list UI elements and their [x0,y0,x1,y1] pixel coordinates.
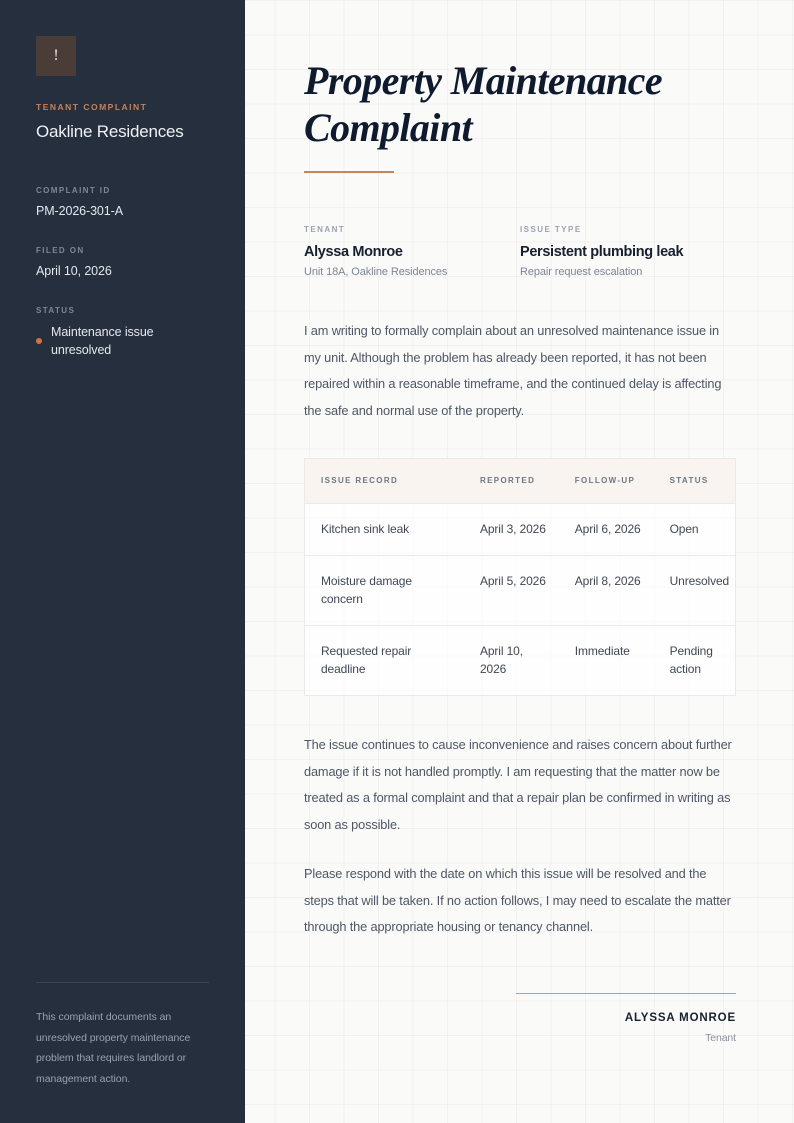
status-dot-icon [36,338,42,344]
column-header-reported: REPORTED [464,459,559,504]
sidebar-field-status [36,306,209,359]
cell-follow-up: April 8, 2026 [559,556,654,626]
table-header-row [305,459,736,504]
complaint-badge [36,36,76,76]
cell-reported: April 5, 2026 [464,556,559,626]
sidebar-field-label: COMPLAINT ID [36,186,111,196]
meta-field-issue-type [520,225,736,278]
sidebar-field-filed-on [36,246,209,280]
sidebar-footnote: This complaint documents an unresolved property maintenance problem that requires landlord or management action. [36,1011,191,1085]
signature-rule [516,993,736,994]
meta-field-sub: Repair request escalation [520,266,643,279]
sidebar-spacer [36,385,209,982]
cell-reported: April 10, 2026 [464,626,559,696]
sidebar-field-label: FILED ON [36,246,85,256]
meta-field-value: Persistent plumbing leak [520,244,684,261]
cell-issue-record: Requested repair deadline [305,626,464,696]
issue-record-table [304,458,736,696]
table-head [305,459,736,504]
meta-field-value: Alyssa Monroe [304,244,403,261]
cell-follow-up: Immediate [559,626,654,696]
exclamation-icon: ! [53,47,59,64]
cell-status: Open [654,504,736,556]
table-row [305,504,736,556]
table-row [305,626,736,696]
sidebar-brand-name: Oakline Residences [36,122,184,141]
cell-status: Pending action [654,626,736,696]
signature-role: Tenant [705,1031,736,1044]
body-paragraph-after-table: The issue continues to cause inconvenience and raises concern about further damage if it is not handled promptly. I am requesting that the matter now be treated as a formal complaint and that a repair plan be confirmed in writing as soon as possible. [304,737,732,832]
intro-paragraph: I am writing to formally complain about an unresolved maintenance issue in my unit. Although the problem has already been reported, it has not been repaired within a reasonable timeframe, and the continued delay is affecting the safe and normal use of the property. [304,323,722,418]
meta-field-label: TENANT [304,225,346,235]
sidebar [0,0,245,1123]
document-body [245,0,794,1123]
cell-issue-record: Moisture damage concern [305,556,464,626]
status-badge [36,323,209,359]
signature-name: ALYSSA MONROE [624,1011,736,1024]
cell-status: Unresolved [654,556,736,626]
column-header-issue-record: ISSUE RECORD [305,459,464,504]
sidebar-eyebrow: TENANT COMPLAINT [36,102,148,112]
table-body [305,504,736,696]
column-header-follow-up: FOLLOW-UP [559,459,654,504]
document-meta-grid [304,225,736,278]
column-header-status: STATUS [654,459,736,504]
cell-follow-up: April 6, 2026 [559,504,654,556]
cell-reported: April 3, 2026 [464,504,559,556]
table-row [305,556,736,626]
sidebar-field-value: April 10, 2026 [36,264,112,279]
page-title: Property Maintenance Complaint [304,58,662,151]
meta-field-tenant [304,225,520,278]
sidebar-field-complaint-id [36,186,209,220]
meta-field-sub: Unit 18A, Oakline Residences [304,266,448,279]
sidebar-field-value: PM-2026-301-A [36,204,123,219]
signature-block [304,993,736,1044]
title-accent-rule [304,171,394,173]
cell-issue-record: Kitchen sink leak [305,504,464,556]
status-text: Maintenance issue unresolved [51,325,154,358]
sidebar-divider [36,982,209,983]
body-paragraph-closing: Please respond with the date on which this issue will be resolved and the steps that will be taken. If no action follows, I may need to escalate the matter through the appropriate housing or tenancy channel. [304,866,731,935]
meta-field-label: ISSUE TYPE [520,225,582,235]
sidebar-status-label: STATUS [36,306,76,315]
